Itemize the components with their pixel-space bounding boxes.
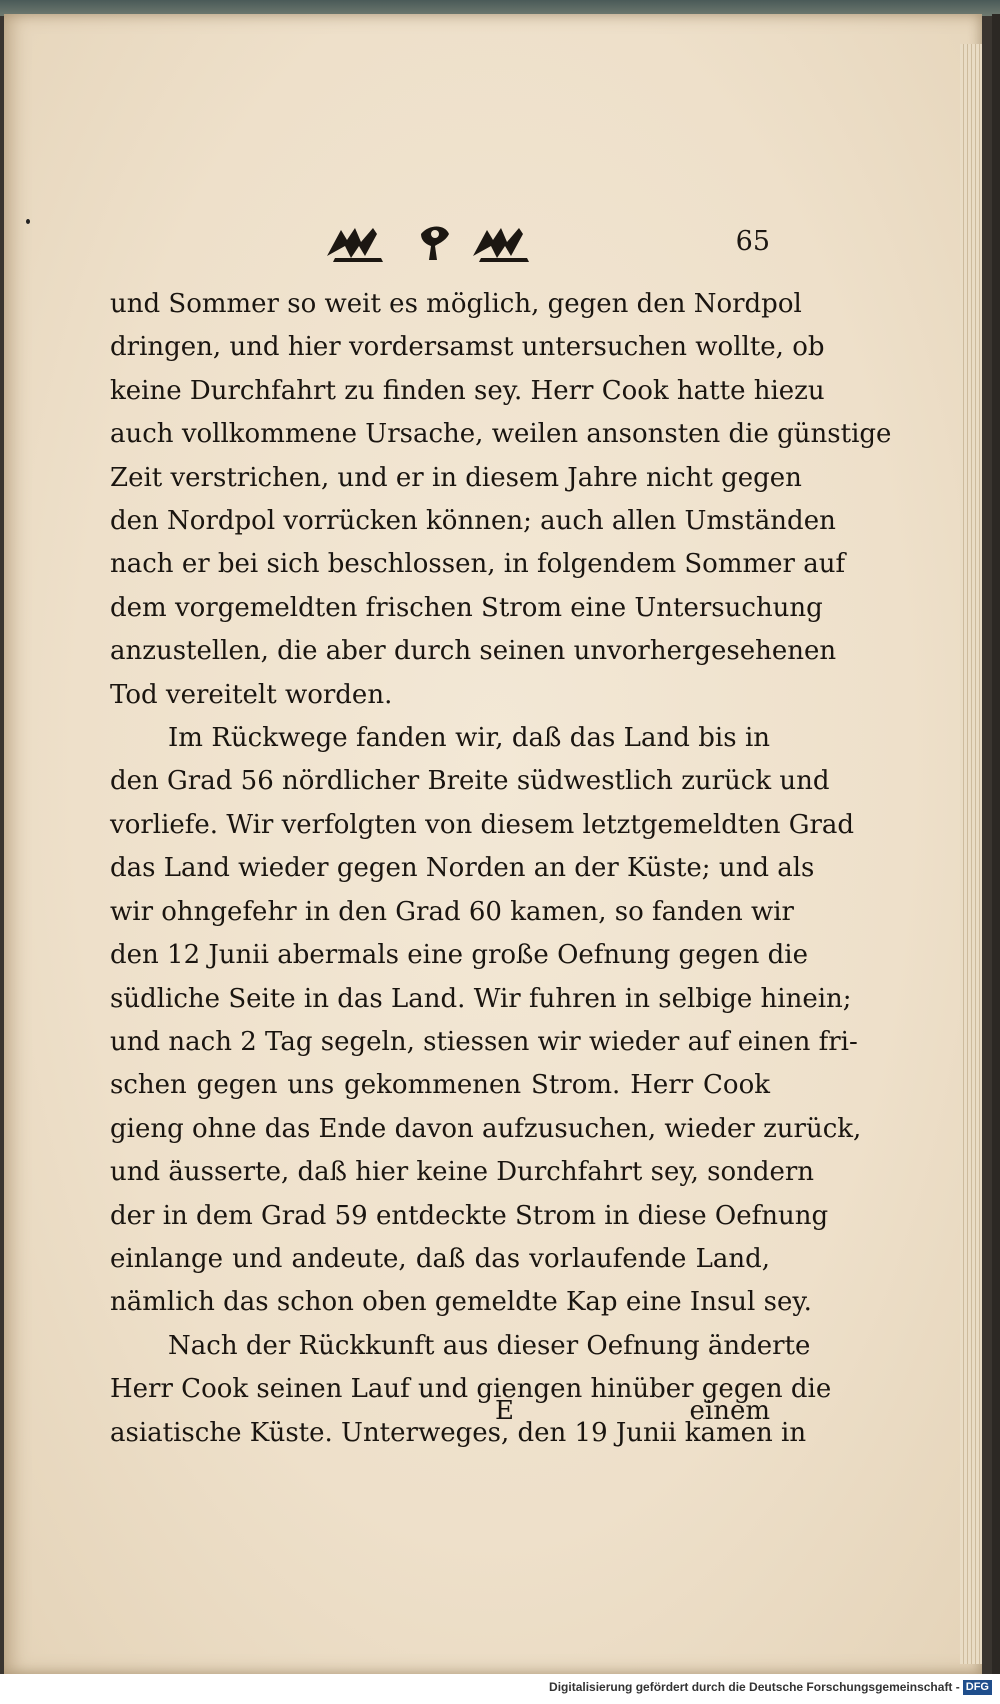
text-line: vorliefe. Wir verfolgten von diesem letztgemeldten Grad [110, 809, 855, 840]
text-line: asiatische Küste. Unterweges, den 19 Junii kamen in [110, 1417, 807, 1448]
text-line: einlange und andeute, daß das vorlaufende Land, [110, 1243, 770, 1274]
text-line: Herr Cook seinen Lauf und giengen hinüber gegen die [110, 1374, 832, 1405]
header-ornament-icon [325, 222, 565, 266]
text-line: Tod vereitelt worden. [110, 679, 393, 710]
running-head [110, 222, 770, 272]
page-stack-edge [960, 44, 982, 1664]
page-number: 65 [735, 226, 770, 257]
text-line: nach er bei sich beschlossen, in folgendem Sommer auf [110, 549, 846, 580]
text-line: gieng ohne das Ende davon aufzusuchen, wieder zurück, [110, 1113, 862, 1144]
paragraph-start-line: Nach der Rückkunft aus dieser Oefnung änderte [168, 1330, 811, 1361]
dfg-logo-icon: DFG [963, 1680, 992, 1695]
text-line: anzustellen, die aber durch seinen unvorhergesehenen [110, 636, 837, 667]
text-line: Zeit verstrichen, und er in diesem Jahre nicht gegen [110, 462, 802, 493]
body-text [110, 283, 892, 1455]
signature-mark: E [495, 1396, 514, 1426]
catchline [110, 1396, 770, 1436]
text-line: auch vollkommene Ursache, weilen ansonsten die günstige [110, 419, 892, 450]
text-line: den 12 Junii abermals eine große Oefnung gegen die [110, 940, 808, 971]
text-line: südliche Seite in das Land. Wir fuhren in selbige hinein; [110, 983, 852, 1014]
book-right-edge [992, 14, 1000, 1674]
footer-credit-text: Digitalisierung gefördert durch die Deutsche Forschungsgemeinschaft - [549, 1680, 960, 1694]
text-line: nämlich das schon oben gemeldte Kap eine Insul sey. [110, 1287, 812, 1318]
text-line: dem vorgemeldten frischen Strom eine Untersuchung [110, 592, 823, 623]
text-line: dringen, und hier vordersamst untersuchen wollte, ob [110, 332, 825, 363]
text-line: und äusserte, daß hier keine Durchfahrt sey, sondern [110, 1157, 815, 1188]
digitization-footer [0, 1674, 1000, 1704]
text-line: schen gegen uns gekommenen Strom. Herr Cook [110, 1070, 770, 1101]
text-line: keine Durchfahrt zu finden sey. Herr Cook hatte hiezu [110, 375, 825, 406]
text-line: das Land wieder gegen Norden an der Küste; und als [110, 853, 815, 884]
text-line: und Sommer so weit es möglich, gegen den Nordpol [110, 289, 802, 319]
text-line: wir ohngefehr in den Grad 60 kamen, so fanden wir [110, 896, 794, 927]
ink-spot [26, 219, 30, 224]
text-line: und nach 2 Tag segeln, stiessen wir wieder auf einen fri- [110, 1026, 858, 1057]
paragraph-start-line: Im Rückwege fanden wir, daß das Land bis in [168, 723, 770, 754]
footer-credit [549, 1680, 992, 1695]
text-line: den Nordpol vorrücken können; auch allen Umständen [110, 506, 836, 537]
text-line: der in dem Grad 59 entdeckte Strom in diese Oefnung [110, 1200, 829, 1231]
catchword: einem [689, 1396, 770, 1426]
text-line: den Grad 56 nördlicher Breite südwestlich zurück und [110, 766, 830, 797]
